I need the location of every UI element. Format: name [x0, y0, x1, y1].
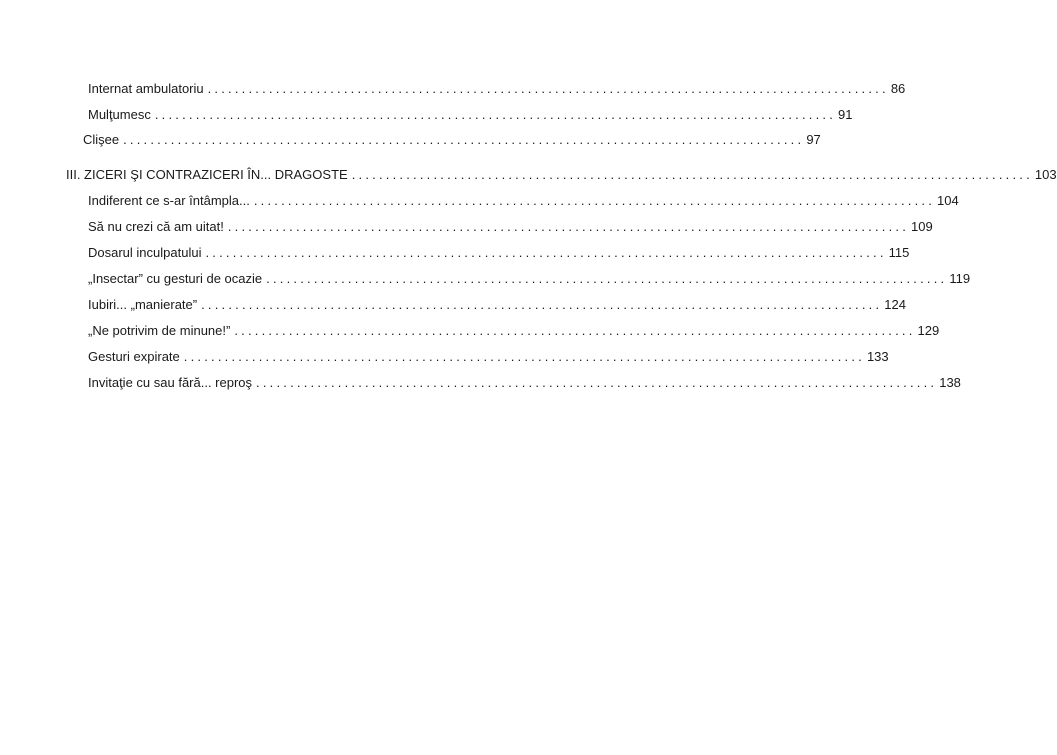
dot-leader: .................................................................................................... — [253, 193, 936, 208]
toc-entry-page: 119 — [949, 271, 971, 286]
toc-entry-title: „Ne potrivim de minune!” — [88, 323, 231, 338]
toc-entry-title: Gesturi expirate — [88, 349, 180, 364]
toc-entry-title: Clişee — [83, 132, 120, 147]
dot-leader: .................................................................................................... — [123, 132, 805, 147]
dot-leader: .................................................................................................... — [234, 323, 916, 338]
toc-entry-clisee — [83, 131, 821, 149]
toc-entry-indiferent — [88, 192, 959, 210]
dot-leader: .................................................................................................... — [154, 107, 837, 122]
dot-leader: .................................................................................................... — [207, 81, 889, 96]
toc-section-title: III. ZICERI ŞI CONTRAZICERI ÎN... DRAGOSTE — [66, 167, 348, 182]
toc-entry-page: 86 — [890, 81, 906, 96]
toc-entry-dosarul — [88, 244, 910, 262]
dot-leader: .................................................................................................... — [183, 349, 865, 364]
toc-entry-page: 109 — [911, 219, 933, 234]
dot-leader: .................................................................................................... — [201, 297, 883, 312]
toc-entry-page: 91 — [838, 107, 853, 122]
toc-entry-multumesc — [88, 106, 853, 124]
dot-leader: .................................................................................................... — [205, 245, 887, 260]
toc-section-heading — [66, 166, 1057, 184]
toc-entry-internat-ambulatoriu — [88, 80, 906, 98]
toc-entry-page: 129 — [917, 323, 940, 338]
toc-entry-sa-nu-crezi — [88, 218, 933, 236]
toc-entry-ne-potrivim — [88, 322, 940, 340]
dot-leader: .................................................................................................... — [266, 271, 948, 286]
toc-entry-title: Invitaţie cu sau fără... reproş — [88, 375, 253, 390]
toc-entry-page: 133 — [866, 349, 889, 364]
dot-leader: .................................................................................................... — [256, 375, 938, 390]
toc-entry-title: „Insectar” cu gesturi de ocazie — [88, 271, 263, 286]
toc-entry-iubiri — [88, 296, 906, 314]
toc-entry-page: 103 — [1034, 167, 1057, 182]
toc-entry-page: 97 — [806, 132, 821, 147]
toc-entry-title: Indiferent ce s-ar întâmpla... — [88, 193, 250, 208]
toc-entry-title: Mulţumesc — [88, 107, 151, 122]
toc-entry-insectar — [88, 270, 971, 288]
toc-entry-invitatie — [88, 374, 961, 392]
toc-entry-title: Internat ambulatoriu — [88, 81, 204, 96]
toc-entry-page: 104 — [937, 193, 959, 208]
toc-entry-page: 138 — [939, 375, 961, 390]
toc-entry-page: 115 — [888, 245, 910, 260]
toc-entry-page: 124 — [884, 297, 906, 312]
toc-entry-title: Dosarul inculpatului — [88, 245, 202, 260]
dot-leader: .................................................................................................... — [351, 167, 1033, 182]
toc-entry-title: Să nu crezi că am uitat! — [88, 219, 224, 234]
toc-entry-title: Iubiri... „manierate” — [88, 297, 198, 312]
dot-leader: .................................................................................................... — [227, 219, 910, 234]
toc-entry-gesturi-expirate — [88, 348, 889, 366]
